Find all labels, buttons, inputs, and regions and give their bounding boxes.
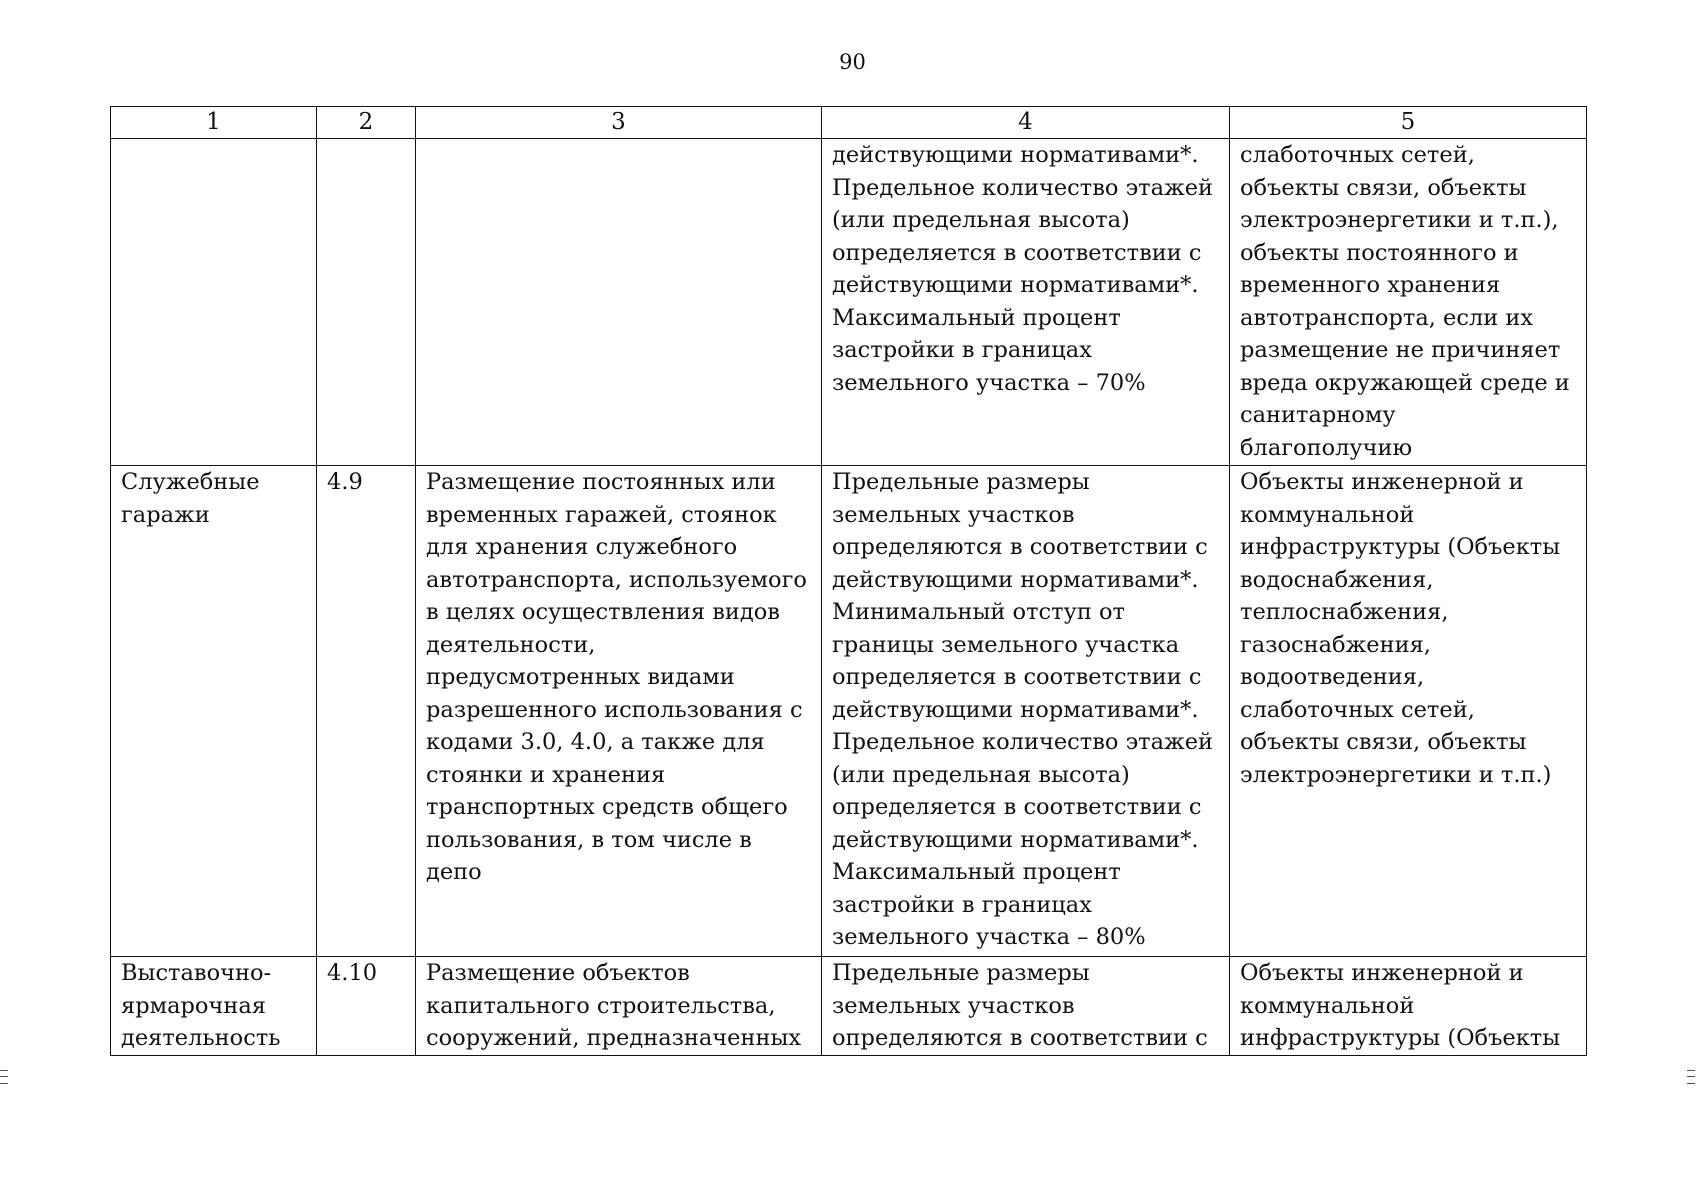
column-header-3: 3 <box>416 107 822 139</box>
column-number-row <box>111 107 1587 139</box>
cell-use-description: Размещение постоянных или временных гаражей, стоянок для хранения служебного автотранспорта, используемого в целях осуществления видов деятельности, предусмотренных видами разрешенного использования с кодами 3.0, 4.0, а также для стоянки и хранения транспортных средств общего пользования, в том числе в депо <box>416 466 822 957</box>
cell-use-name <box>111 139 317 466</box>
cell-use-description: Размещение объектов капитального строительства, сооружений, предназначенных <box>416 957 822 1056</box>
column-header-5: 5 <box>1230 107 1587 139</box>
cell-parameters: действующими нормативами*. Предельное количество этажей (или предельная высота) определяется в соответствии с действующими нормативами*. Максимальный процент застройки в границах земельного участка – 70% <box>822 139 1230 466</box>
cell-use-description <box>416 139 822 466</box>
cell-parameters: Предельные размеры земельных участков определяются в соответствии с действующими нормативами*. Минимальный отступ от границы земельного участка определяется в соответствии с действующими нормативами*. Предельное количество этажей (или предельная высота) определяется в соответствии с действующими нормативами*. Максимальный процент застройки в границах земельного участка – 80% <box>822 466 1230 957</box>
left-edge-mark <box>0 1070 8 1084</box>
column-header-1: 1 <box>111 107 317 139</box>
cell-auxiliary-uses: Объекты инженерной и коммунальной инфраструктуры (Объекты водоснабжения, теплоснабжения, газоснабжения, водоотведения, слаботочных сетей, объекты связи, объекты электроэнергетики и т.п.) <box>1230 466 1587 957</box>
table-row-exhibition <box>111 957 1587 1056</box>
cell-use-name: Выставочно- ярмарочная деятельность <box>111 957 317 1056</box>
land-use-table <box>110 106 1587 1056</box>
page-number: 90 <box>839 50 866 74</box>
cell-use-code: 4.10 <box>317 957 416 1056</box>
cell-parameters: Предельные размеры земельных участков определяются в соответствии с <box>822 957 1230 1056</box>
table-row-continued <box>111 139 1587 466</box>
column-header-4: 4 <box>822 107 1230 139</box>
cell-auxiliary-uses: Объекты инженерной и коммунальной инфраструктуры (Объекты <box>1230 957 1587 1056</box>
cell-use-code <box>317 139 416 466</box>
right-edge-mark <box>1687 1070 1695 1084</box>
column-header-2: 2 <box>317 107 416 139</box>
cell-auxiliary-uses: слаботочных сетей, объекты связи, объекты электроэнергетики и т.п.), объекты постоянного и временного хранения автотранспорта, если их размещение не причиняет вреда окружающей среде и санитарному благополучию <box>1230 139 1587 466</box>
cell-use-name: Служебные гаражи <box>111 466 317 957</box>
table-row-service-garages <box>111 466 1587 957</box>
cell-use-code: 4.9 <box>317 466 416 957</box>
